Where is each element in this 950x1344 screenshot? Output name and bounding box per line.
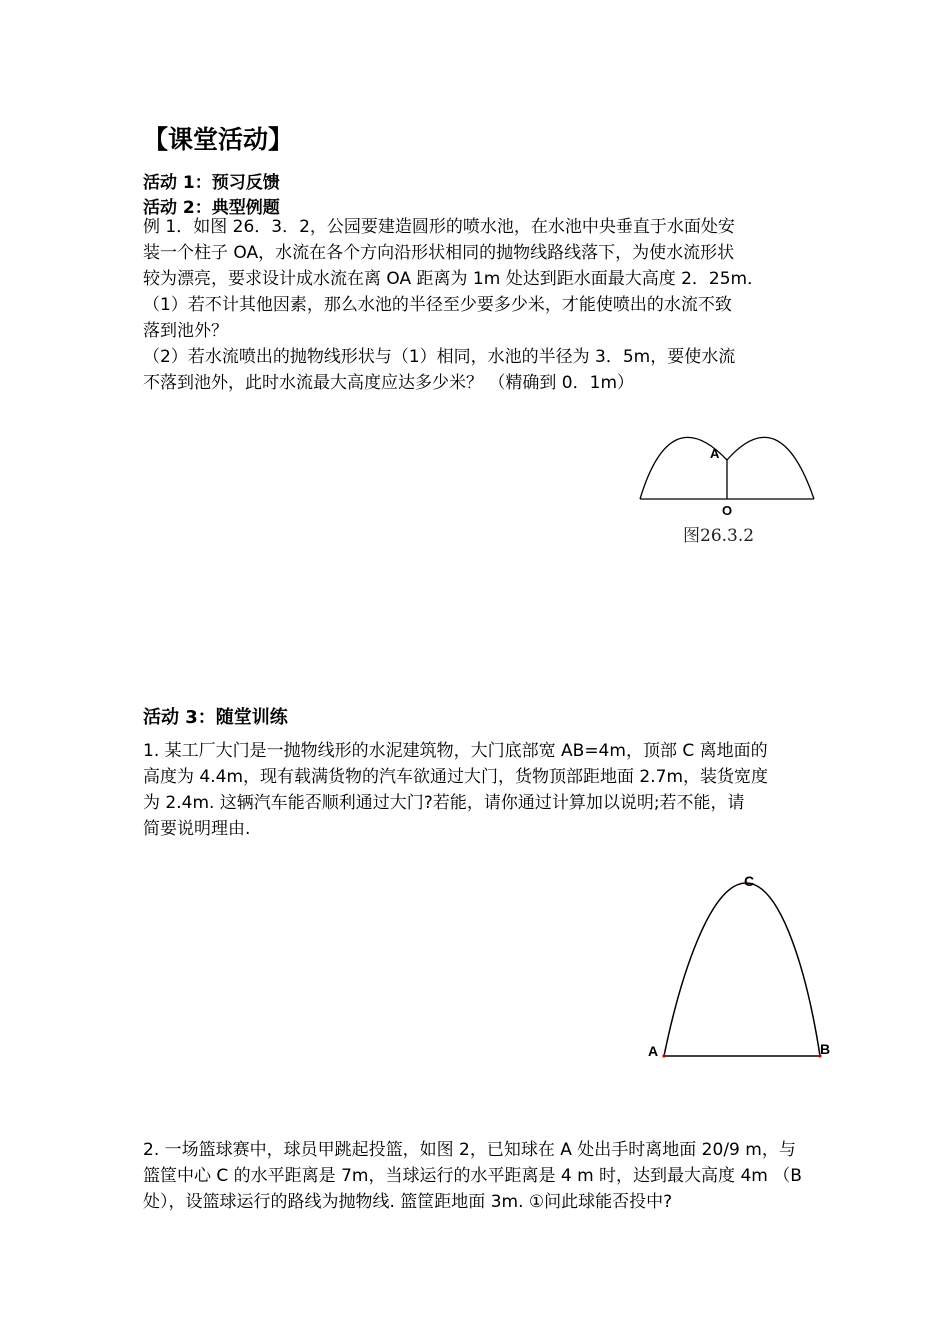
problem-2-line: 篮筐中心 C 的水平距离是 7m，当球运行的水平距离是 4 m 时，达到最大高度 4m （B bbox=[143, 1166, 802, 1186]
problem-1-line: 为 2.4m. 这辆汽车能否顺利通过大门?若能，请你通过计算加以说明;若不能，请 bbox=[143, 793, 745, 813]
example-1-line: （1）若不计其他因素，那么水池的半径至少要多少米，才能使喷出的水流不致 bbox=[143, 295, 732, 315]
example-1-line: 例 1．如图 26．3．2，公园要建造圆形的喷水池，在水池中央垂直于水面处安 bbox=[143, 217, 735, 237]
right-parabola bbox=[727, 437, 814, 499]
gate-point-b-label: B bbox=[820, 1041, 831, 1057]
fountain-figure bbox=[630, 410, 830, 520]
section-title: 【课堂活动】 bbox=[143, 125, 294, 154]
example-1-line: 不落到池外，此时水流最大高度应达多少米？ （精确到 0．1m） bbox=[143, 373, 634, 393]
activity-3-heading: 活动 3：随堂训练 bbox=[143, 707, 288, 728]
problem-1-line: 1. 某工厂大门是一抛物线形的水泥建筑物，大门底部宽 AB=4m，顶部 C 离地面的 bbox=[143, 741, 768, 761]
point-o-label: O bbox=[722, 503, 733, 518]
problem-1-text bbox=[143, 738, 813, 842]
problem-2-line: 处），设篮球运行的路线为抛物线. 篮筐距地面 3m. ①问此球能否投中? bbox=[143, 1192, 673, 1212]
example-1-line: （2）若水流喷出的抛物线形状与（1）相同，水池的半径为 3．5m，要使水流 bbox=[143, 347, 736, 367]
problem-2-text bbox=[143, 1137, 813, 1215]
example-1-line: 装一个柱子 OA，水流在各个方向沿形状相同的抛物线路线落下，为使水流形状 bbox=[143, 243, 735, 263]
example-1-line: 较为漂亮，要求设计成水流在离 OA 距离为 1m 处达到距水面最大高度 2．25m． bbox=[143, 269, 765, 289]
figure-caption: 图26.3.2 bbox=[683, 526, 755, 546]
point-a-dot bbox=[662, 1054, 665, 1057]
example-1-text bbox=[143, 214, 813, 396]
activity-2-heading: 活动 2：典型例题 bbox=[143, 198, 280, 218]
example-1-line: 落到池外？ bbox=[143, 321, 228, 341]
problem-1-line: 简要说明理由. bbox=[143, 819, 251, 839]
gate-point-a-label: A bbox=[648, 1043, 659, 1059]
problem-2-line: 2. 一场篮球赛中，球员甲跳起投篮，如图 2，已知球在 A 处出手时离地面 20/9 m，与 bbox=[143, 1140, 796, 1160]
gate-point-c-label: C bbox=[744, 873, 755, 889]
problem-1-line: 高度为 4.4m，现有载满货物的汽车欲通过大门，货物顶部距地面 2.7m，装货宽度 bbox=[143, 767, 768, 787]
gate-parabola bbox=[664, 883, 820, 1056]
gate-figure bbox=[640, 868, 840, 1068]
activity-1-heading: 活动 1：预习反馈 bbox=[143, 173, 280, 193]
point-a-label: A bbox=[710, 446, 720, 461]
